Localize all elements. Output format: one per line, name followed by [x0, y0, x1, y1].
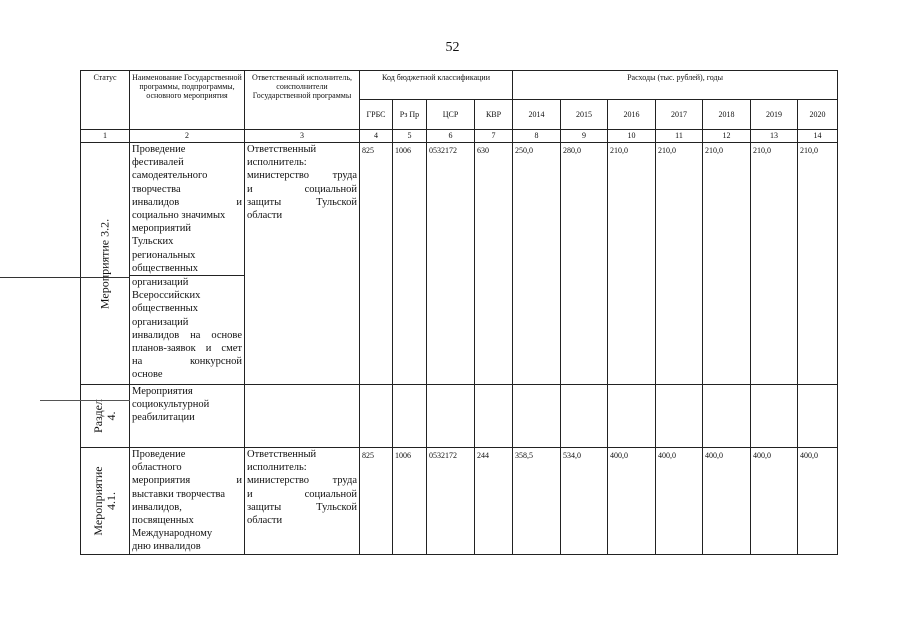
cell-value: 400,0 [703, 448, 751, 555]
cell-value: 280,0 [561, 143, 608, 385]
row-executor: Ответственный исполнитель: министерство труда и социальной защиты Тульской области [245, 448, 360, 555]
row-status: Мероприятие 4.1. [91, 466, 118, 536]
empty-cell [656, 385, 703, 448]
column-number: 1 [81, 130, 130, 143]
header-executor: Ответственный исполнитель, соисполнители Государственной программы [245, 71, 360, 130]
scan-line [0, 277, 130, 278]
header-code-kvr: КВР [475, 100, 513, 130]
row-status: Мероприятие 3.2. [97, 218, 112, 309]
column-number: 9 [561, 130, 608, 143]
header-expenses: Расходы (тыс. рублей), годы [513, 71, 838, 100]
empty-cell [751, 385, 798, 448]
header-budget-code: Код бюджетной классификации [360, 71, 513, 100]
column-number: 8 [513, 130, 561, 143]
header-name: Наименование Государственной программы, подпрограммы, основного мероприятия [130, 71, 245, 130]
cell-value: 358,5 [513, 448, 561, 555]
column-number: 3 [245, 130, 360, 143]
column-number: 14 [798, 130, 838, 143]
empty-cell [393, 385, 427, 448]
header-year: 2015 [561, 100, 608, 130]
header-year: 2014 [513, 100, 561, 130]
cell-value: 400,0 [608, 448, 656, 555]
row-executor: Ответственный исполнитель: министерство труда и социальной защиты Тульской области [245, 143, 360, 385]
empty-cell [561, 385, 608, 448]
cell-csr: 0532172 [427, 448, 475, 555]
cell-grbs: 825 [360, 448, 393, 555]
cell-value: 534,0 [561, 448, 608, 555]
cell-rzpr: 1006 [393, 143, 427, 385]
budget-table [80, 70, 838, 555]
header-code-csr: ЦСР [427, 100, 475, 130]
row-name: Проведение областного мероприятия и выставки творчества инвалидов, посвященных Международному дню инвалидов [130, 448, 245, 555]
cell-value: 400,0 [751, 448, 798, 555]
row-name: Проведение фестивалей самодеятельного творчества инвалидов и социально значимых мероприятий Тульских региональных общественных организаций Всероссийских общественных организаций инвалидов на основе планов-заявок и смет на конкурсной основе [130, 143, 245, 385]
column-number: 7 [475, 130, 513, 143]
row-status: Раздел 4. [91, 399, 118, 433]
cell-value: 250,0 [513, 143, 561, 385]
cell-grbs: 825 [360, 143, 393, 385]
empty-cell [245, 385, 360, 448]
column-number: 2 [130, 130, 245, 143]
header-year: 2019 [751, 100, 798, 130]
header-code-rzpr: Рз Пр [393, 100, 427, 130]
header-year: 2018 [703, 100, 751, 130]
column-number: 5 [393, 130, 427, 143]
row-name: Мероприятия социокультурной реабилитации [130, 385, 245, 448]
cell-value: 210,0 [703, 143, 751, 385]
column-number: 11 [656, 130, 703, 143]
column-number: 10 [608, 130, 656, 143]
scan-line [40, 400, 130, 401]
empty-cell [608, 385, 656, 448]
empty-cell [475, 385, 513, 448]
header-code-grbs: ГРБС [360, 100, 393, 130]
cell-value: 210,0 [608, 143, 656, 385]
empty-cell [427, 385, 475, 448]
cell-value: 210,0 [656, 143, 703, 385]
header-year: 2020 [798, 100, 838, 130]
header-year: 2017 [656, 100, 703, 130]
cell-value: 400,0 [798, 448, 838, 555]
cell-kvr: 630 [475, 143, 513, 385]
empty-cell [513, 385, 561, 448]
cell-csr: 0532172 [427, 143, 475, 385]
column-number: 4 [360, 130, 393, 143]
row-status-cell [81, 385, 130, 448]
column-number: 6 [427, 130, 475, 143]
row-status-cell [81, 448, 130, 555]
column-number: 13 [751, 130, 798, 143]
empty-cell [360, 385, 393, 448]
cell-value: 210,0 [798, 143, 838, 385]
row-status-cell [81, 143, 130, 385]
header-status: Статус [81, 71, 130, 130]
empty-cell [703, 385, 751, 448]
cell-value: 210,0 [751, 143, 798, 385]
header-year: 2016 [608, 100, 656, 130]
cell-value: 400,0 [656, 448, 703, 555]
cell-kvr: 244 [475, 448, 513, 555]
column-number: 12 [703, 130, 751, 143]
page-number: 52 [445, 40, 460, 55]
cell-rzpr: 1006 [393, 448, 427, 555]
empty-cell [798, 385, 838, 448]
